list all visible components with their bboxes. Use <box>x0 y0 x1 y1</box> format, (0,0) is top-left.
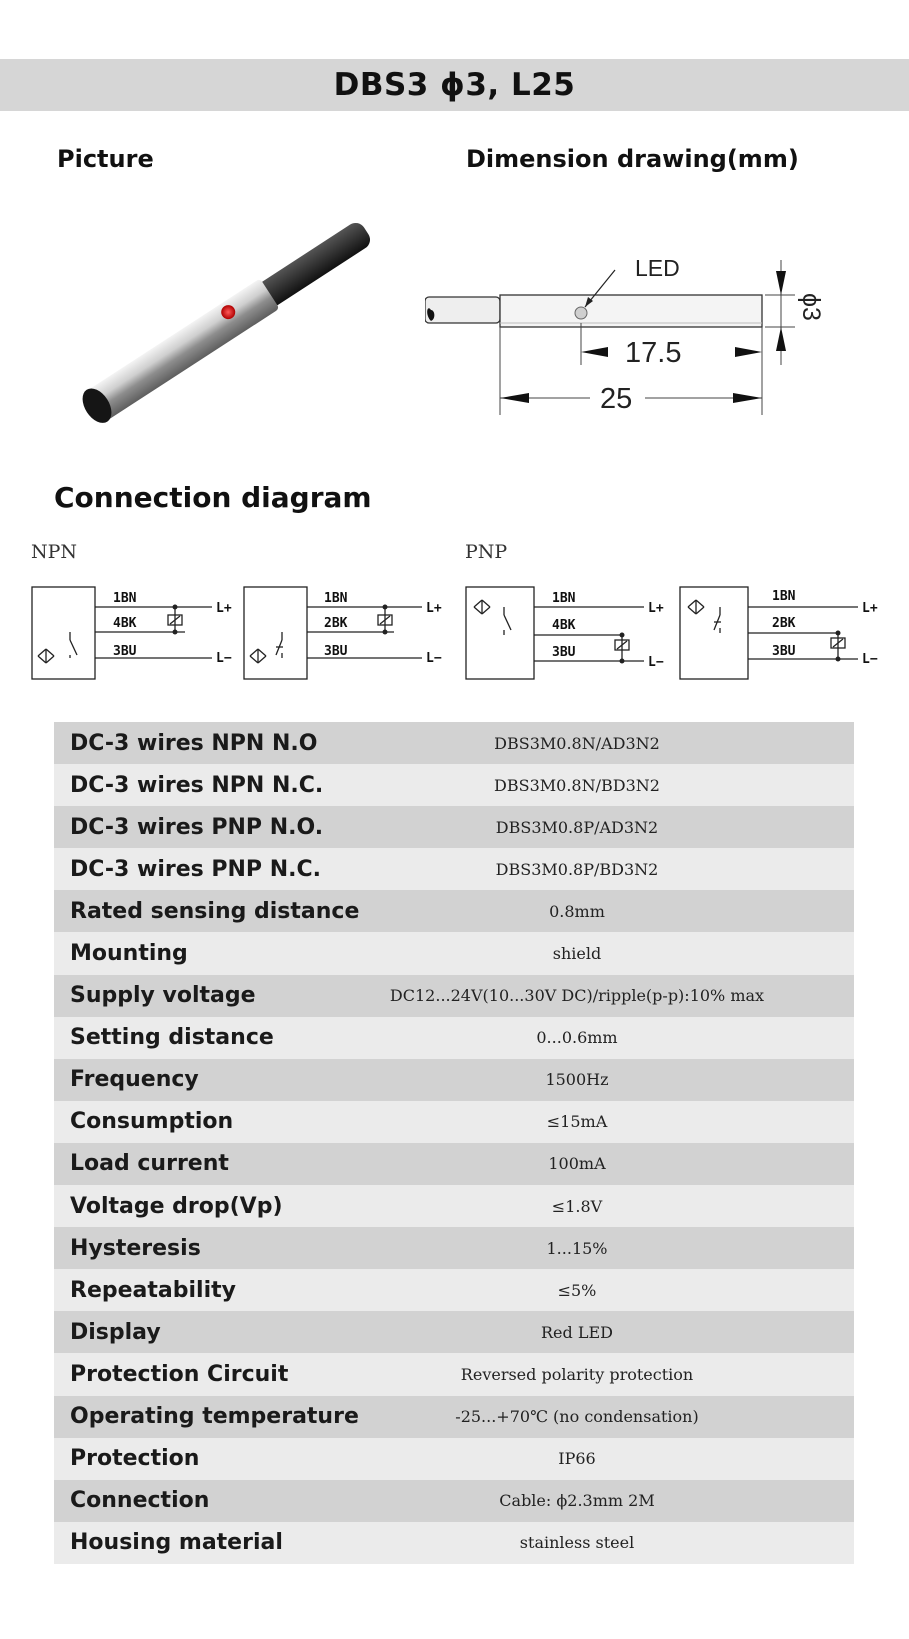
wiring-diagram-npn-no <box>30 585 240 685</box>
spec-key: Hysteresis <box>70 1235 201 1261</box>
pnp-label: PNP <box>465 541 508 563</box>
picture-heading: Picture <box>57 145 154 173</box>
dimension-heading: Dimension drawing(mm) <box>466 145 799 173</box>
spec-value: Reversed polarity protection <box>460 1364 694 1384</box>
wire-label: 3BU <box>113 644 137 659</box>
spec-key: Operating temperature <box>70 1404 359 1430</box>
spec-key: Frequency <box>70 1067 199 1093</box>
spec-value: 0...0.6mm <box>536 1028 618 1048</box>
spec-value: DBS3M0.8P/AD3N2 <box>495 817 659 837</box>
spec-value: shield <box>552 944 602 964</box>
sensor-photo <box>60 215 380 440</box>
spec-key: Connection <box>70 1488 210 1514</box>
wire-label: 3BU <box>552 645 576 660</box>
spec-value: 0.8mm <box>549 901 605 921</box>
spec-value: Red LED <box>541 1322 613 1342</box>
diameter-label: ϕ3 <box>797 293 825 321</box>
wire-label: 1BN <box>113 591 137 606</box>
terminal-label: L+ <box>426 601 442 616</box>
spec-row <box>54 1269 854 1311</box>
spec-row <box>54 848 854 890</box>
spec-key: Consumption <box>70 1109 234 1135</box>
spec-value: DBS3M0.8P/BD3N2 <box>495 859 659 879</box>
spec-value: 1...15% <box>546 1238 608 1258</box>
wiring-diagram-npn-nc <box>242 585 452 685</box>
spec-key: Protection <box>70 1446 200 1472</box>
spec-value: ≤15mA <box>546 1112 608 1132</box>
spec-key: Repeatability <box>70 1277 236 1303</box>
wire-label: 1BN <box>552 591 576 606</box>
led-dot <box>575 307 587 319</box>
spec-key: Setting distance <box>70 1025 274 1051</box>
spec-key: Protection Circuit <box>70 1361 289 1387</box>
spec-value: IP66 <box>558 1449 596 1469</box>
terminal-label: L+ <box>862 601 878 616</box>
sensor-body <box>84 278 280 423</box>
spec-row <box>54 1143 854 1185</box>
spec-value: DC12...24V(10...30V DC)/ripple(p-p):10% max <box>389 986 765 1006</box>
terminal-label: L− <box>426 651 442 666</box>
spec-row <box>54 1353 854 1395</box>
terminal-label: L+ <box>648 601 664 616</box>
spec-row <box>54 1017 854 1059</box>
page-title: DBS3 ϕ3, L25 <box>333 67 576 103</box>
spec-key: Voltage drop(Vp) <box>70 1193 283 1219</box>
spec-row <box>54 1059 854 1101</box>
terminal-label: L− <box>216 651 232 666</box>
spec-row <box>54 1396 854 1438</box>
spec-value: DBS3M0.8N/BD3N2 <box>494 775 660 795</box>
spec-key: Housing material <box>70 1530 283 1556</box>
wiring-diagram-pnp-nc <box>678 585 888 685</box>
spec-row <box>54 764 854 806</box>
spec-key: Display <box>70 1319 161 1345</box>
wire-label: 3BU <box>772 644 796 659</box>
spec-row <box>54 1438 854 1480</box>
wire-label: 1BN <box>324 591 348 606</box>
spec-value: Cable: ϕ2.3mm 2M <box>499 1491 655 1511</box>
spec-value: stainless steel <box>519 1533 635 1553</box>
terminal-label: L+ <box>216 601 232 616</box>
cable-outline <box>425 297 500 323</box>
spec-row <box>54 722 854 764</box>
terminal-label: L− <box>648 655 664 670</box>
spec-key: DC-3 wires PNP N.C. <box>70 856 321 882</box>
wire-label: 4BK <box>552 618 576 633</box>
spec-key: Supply voltage <box>70 983 256 1009</box>
spec-row <box>54 1227 854 1269</box>
spec-table <box>54 722 854 1564</box>
spec-row <box>54 890 854 932</box>
length-label: 25 <box>600 383 633 415</box>
wire-label: 2BK <box>772 616 796 631</box>
spec-row <box>54 932 854 974</box>
spec-row <box>54 806 854 848</box>
spec-key: Rated sensing distance <box>70 898 360 924</box>
spec-value: DBS3M0.8N/AD3N2 <box>494 733 660 753</box>
title-bar <box>0 59 909 111</box>
spec-value: ≤5% <box>557 1280 597 1300</box>
spec-key: DC-3 wires NPN N.C. <box>70 772 324 798</box>
terminal-label: L− <box>862 652 878 667</box>
spec-row <box>54 975 854 1017</box>
spec-value: ≤1.8V <box>551 1196 603 1216</box>
spec-key: Load current <box>70 1151 229 1177</box>
npn-label: NPN <box>31 541 78 563</box>
spec-value: 100mA <box>548 1154 606 1174</box>
spec-key: Mounting <box>70 941 188 967</box>
spec-row <box>54 1522 854 1564</box>
spec-row <box>54 1311 854 1353</box>
wire-label: 2BK <box>324 616 348 631</box>
spec-row <box>54 1101 854 1143</box>
dimension-drawing <box>425 255 880 455</box>
spec-row <box>54 1480 854 1522</box>
wiring-diagram-pnp-no <box>464 585 674 685</box>
spec-key: DC-3 wires PNP N.O. <box>70 814 324 840</box>
spec-value: 1500Hz <box>545 1070 609 1090</box>
led-label: LED <box>635 255 680 281</box>
wire-label: 4BK <box>113 616 137 631</box>
sensor-outline <box>500 295 762 327</box>
spec-key: DC-3 wires NPN N.O <box>70 730 318 756</box>
spec-row <box>54 1185 854 1227</box>
connection-heading: Connection diagram <box>54 481 372 514</box>
wire-label: 3BU <box>324 644 348 659</box>
led-distance-label: 17.5 <box>625 337 682 369</box>
spec-value: -25...+70℃ (no condensation) <box>455 1407 699 1427</box>
wire-label: 1BN <box>772 589 796 604</box>
